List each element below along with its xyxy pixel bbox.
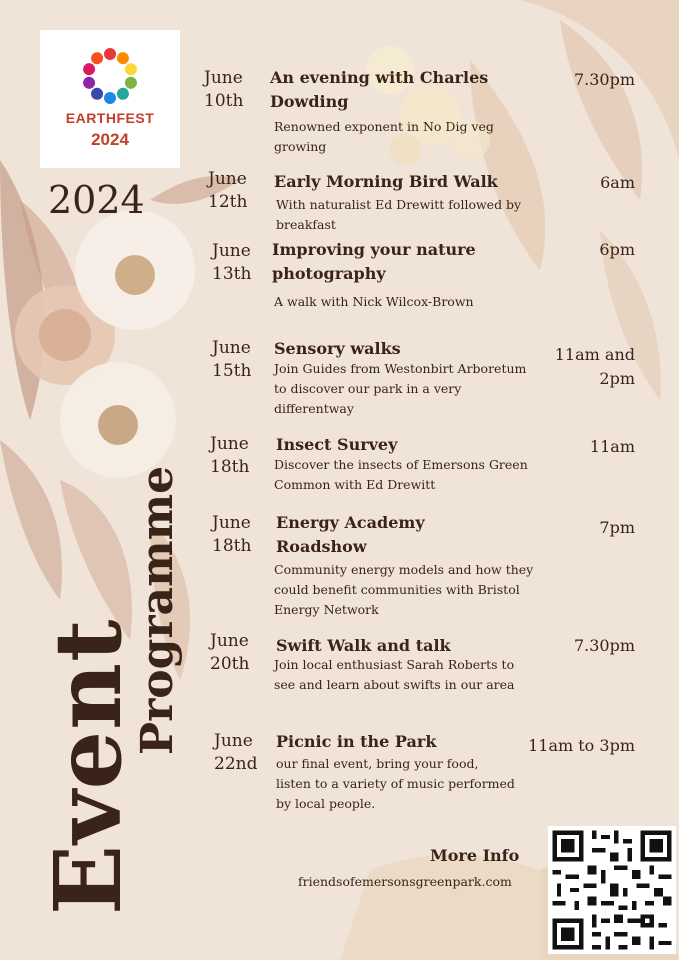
event-date-day: 13th — [212, 264, 252, 284]
event-date-month: June — [210, 434, 249, 454]
website-link[interactable]: friendsofemersonsgreenpark.com — [298, 874, 512, 889]
logo-year: 2024 — [91, 130, 129, 149]
programme-title — [34, 465, 183, 915]
event-description: A walk with Nick Wilcox-Brown — [274, 294, 474, 309]
event-date — [210, 630, 272, 676]
event-title: Energy Academy Roadshow — [276, 513, 425, 556]
event-time: 11am — [589, 437, 635, 456]
event-title: Improving your nature photography — [272, 240, 476, 283]
event-date-day: 18th — [212, 536, 252, 556]
event-date-month: June — [204, 68, 243, 88]
event-date — [212, 512, 274, 558]
event-description: Join Guides from Westonbirt Arboretum to discover our park in a very differentway — [274, 361, 527, 416]
event-title: Sensory walks — [274, 339, 401, 358]
event-description: Discover the insects of Emersons Green Common with Ed Drewitt — [274, 457, 528, 492]
earthfest-logo — [40, 30, 180, 168]
earthfest-logo-emblem — [78, 44, 142, 108]
event-date — [204, 67, 266, 113]
more-info-label: More Info — [430, 846, 520, 865]
event-date-month: June — [212, 338, 251, 358]
event-title: Picnic in the Park — [276, 732, 437, 751]
event-title: Swift Walk and talk — [276, 636, 451, 655]
event-date-month: June — [210, 631, 249, 651]
event-time: 11am to 3pm — [528, 736, 635, 755]
book — [340, 855, 540, 960]
event-date-day: 18th — [210, 457, 250, 477]
event-date-day: 15th — [212, 361, 252, 381]
event-time: 11am and 2pm — [554, 345, 635, 388]
daisy-center — [115, 255, 155, 295]
event-description: With naturalist Ed Drewitt followed by breakfast — [276, 197, 522, 232]
qr-code[interactable] — [548, 826, 676, 954]
title-event: Event — [34, 618, 142, 915]
event-date-day: 20th — [210, 654, 250, 674]
logo-name: EARTHFEST — [65, 110, 155, 126]
event-time: 7.30pm — [573, 70, 635, 89]
event-date-day: 12th — [208, 192, 248, 212]
event-date-month: June — [208, 169, 247, 189]
event-title: Insect Survey — [276, 435, 398, 454]
event-date — [212, 337, 274, 383]
event-date — [210, 433, 272, 479]
dahlia-center — [39, 309, 91, 361]
programme-year: 2024 — [48, 178, 145, 222]
event-date-month: June — [212, 513, 251, 533]
event-time: 7.30pm — [573, 636, 635, 655]
event-date — [214, 730, 276, 776]
event-description: Join local enthusiast Sarah Roberts to see and learn about swifts in our area — [274, 657, 515, 692]
event-time: 6pm — [599, 240, 635, 259]
event-title: Early Morning Bird Walk — [274, 172, 498, 191]
event-date-day: 10th — [204, 91, 244, 111]
event-date-month: June — [214, 731, 253, 751]
event-time: 6am — [600, 173, 635, 192]
leaf-shape — [0, 160, 44, 420]
event-time: 7pm — [599, 518, 635, 537]
event-date — [212, 240, 274, 286]
event-description: Renowned exponent in No Dig veg growing — [274, 119, 494, 154]
event-title: An evening with Charles Dowding — [270, 68, 489, 111]
event-date — [208, 168, 270, 214]
event-description: Community energy models and how they could benefit communities with Bristol Energy Network — [274, 562, 534, 617]
title-programme: Programme — [132, 465, 183, 755]
event-date-day: 22nd — [214, 754, 258, 774]
event-description: our final event, bring your food, listen to a variety of music performed by local people. — [276, 756, 515, 811]
daisy-center — [98, 405, 138, 445]
event-date-month: June — [212, 241, 251, 261]
